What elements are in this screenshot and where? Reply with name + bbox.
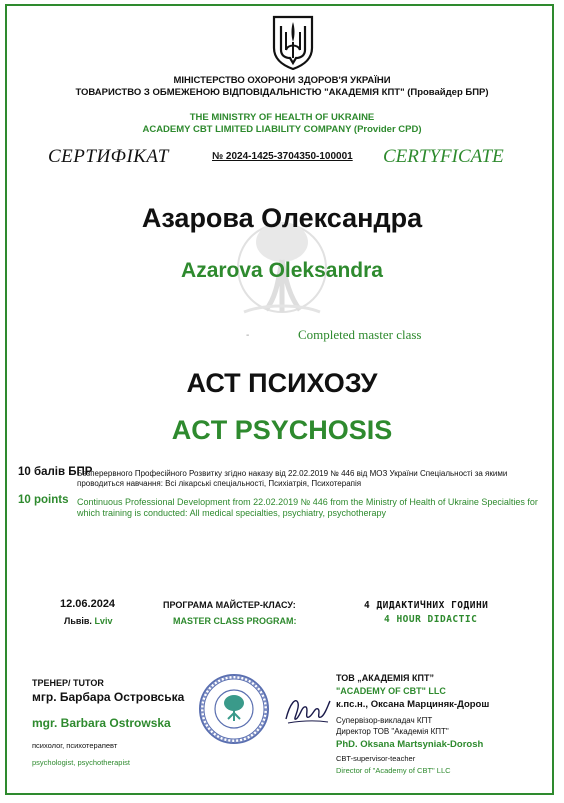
tutor-name-ua: мгр. Барбара Островська	[32, 690, 185, 704]
certificate-number: № 2024-1425-3704350-100001	[212, 151, 353, 162]
recipient-name-ua: Азарова Олександра	[141, 203, 423, 233]
city	[64, 616, 112, 626]
hours-ua: 4 ДИДАКТИЧНИХ ГОДИНИ	[364, 600, 489, 611]
director-company-ua: ТОВ „АКАДЕМІЯ КПТ”	[336, 673, 434, 683]
director-name-en: PhD. Oksana Martsyniak-Dorosh	[336, 739, 484, 750]
ukraine-emblem-icon	[270, 14, 316, 70]
course-title-en: ACT PSYCHOSIS	[171, 415, 393, 445]
points-text-en: Continuous Professional Development from 22.02.2019 № 446 from the Ministry of Health of Ukraine Specialties for which training is conducted: All medical specialties, psychiatry, psychotherapy	[77, 497, 538, 518]
signature-icon	[282, 693, 332, 727]
tutor-role-ua: психолог, психотерапевт	[32, 741, 118, 750]
completion-text: Completed master class	[298, 327, 422, 342]
issue-date: 12.06.2024	[60, 598, 116, 610]
company-ua: ТОВАРИСТВО З ОБМЕЖЕНОЮ ВІДПОВІДАЛЬНІСТЮ "АКАДЕМІЯ КПТ" (Провайдер БПР)	[75, 87, 489, 98]
tutor-role-en: psychologist, psychotherapist	[32, 758, 130, 767]
header-en	[0, 112, 564, 136]
company-en: ACADEMY CBT LIMITED LIABILITY COMPANY (Provider CPD)	[142, 124, 422, 135]
company-seal-icon	[198, 673, 270, 745]
hours-en: 4 HOUR DIDACTIC	[384, 614, 478, 625]
certificate-label-en: CERTYFICATE	[383, 146, 504, 167]
points-text-ua: Безперервного Професійного Розвитку згідно наказу від 22.02.2019 № 446 від МОЗ України Спеціальності за якими проводиться навчання: Всі лікарські спеціальності, Психіатрія, Психотерапія	[77, 469, 508, 488]
director-supervisor-en: CBT-supervisor-teacher	[336, 754, 416, 763]
director-position-en: Director of "Academy of CBT" LLC	[336, 766, 451, 775]
points-label-ua: 10 балів БПР	[18, 466, 93, 478]
city-ua: Львів.	[64, 616, 92, 626]
header-ua	[0, 75, 564, 99]
tutor-name-en: mgr. Barbara Ostrowska	[32, 716, 171, 730]
recipient-name-en: Azarova Oleksandra	[181, 259, 383, 282]
certificate-title-row	[0, 146, 564, 168]
course-title-ua: АСТ ПСИХОЗУ	[186, 368, 378, 398]
program-label-ua: ПРОГРАМА МАЙСТЕР-КЛАСУ:	[163, 600, 296, 610]
tutor-heading: ТРЕНЕР/ TUTOR	[32, 678, 104, 688]
city-en: Lviv	[94, 616, 113, 626]
program-label-en: MASTER CLASS PROGRAM:	[173, 616, 297, 626]
certificate-label-ua: СЕРТИФІКАТ	[48, 146, 169, 167]
director-supervisor-ua: Супервізор-викладач КПТ	[336, 716, 433, 725]
ministry-ua: МІНІСТЕРСТВО ОХОРОНИ ЗДОРОВ'Я УКРАЇНИ	[173, 75, 391, 86]
director-name-ua: к.пс.н., Оксана Марциняк-Дорош	[336, 699, 490, 710]
completion-dash: -	[246, 330, 250, 341]
points-label-en: 10 points	[18, 494, 69, 506]
ministry-en: THE MINISTRY OF HEALTH OF UKRAINE	[189, 112, 375, 123]
director-position-ua: Директор ТОВ "Академія КПТ"	[336, 727, 449, 736]
director-company-en: "ACADEMY OF CBT" LLC	[336, 686, 446, 696]
